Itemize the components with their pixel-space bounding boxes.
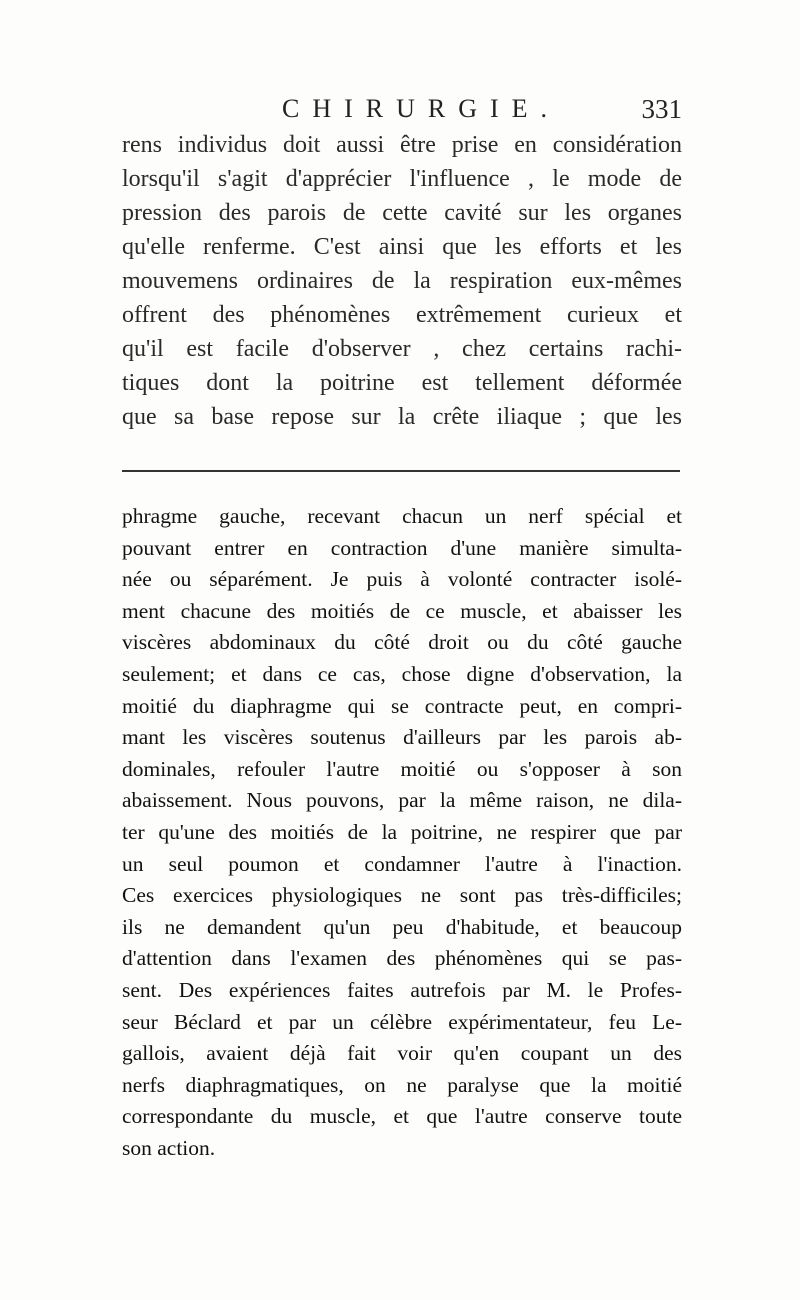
text-line: seulement; et dans ce cas, chose digne d'observation, la: [122, 661, 682, 686]
text-line: seur Béclard et par un célèbre expérimentateur, feu Le-: [122, 1009, 682, 1034]
text-line: lorsqu'il s'agit d'apprécier l'influence , le mode de: [122, 166, 682, 192]
text-line: offrent des phénomènes extrêmement curieux et: [122, 302, 682, 328]
text-line: Ces exercices physiologiques ne sont pas très-difficiles;: [122, 883, 682, 908]
text-line: correspondante du muscle, et que l'autre conserve toute: [122, 1104, 682, 1129]
text-line: gallois, avaient déjà fait voir qu'en coupant un des: [122, 1041, 682, 1066]
text-line: un seul poumon et condamner l'autre à l'inaction.: [122, 851, 682, 876]
text-line: pression des parois de cette cavité sur les organes: [122, 200, 682, 226]
page-number: 331: [641, 94, 682, 124]
text-line: moitié du diaphragme qui se contracte peut, en compri-: [122, 693, 682, 718]
text-line: viscères abdominaux du côté droit ou du côté gauche: [122, 630, 682, 655]
text-line: phragme gauche, recevant chacun un nerf spécial et: [122, 504, 682, 528]
text-line: d'attention dans l'examen des phénomènes qui se pas-: [122, 946, 682, 971]
running-title: CHIRURGIE.: [282, 94, 561, 123]
text-line: pouvant entrer en contraction d'une manière simulta-: [122, 535, 682, 560]
text-line: dominales, refouler l'autre moitié ou s'opposer à son: [122, 756, 682, 781]
text-line: qu'il est facile d'observer , chez certains rachi-: [122, 336, 682, 362]
page-header: [122, 94, 682, 130]
text-line: mant les viscères soutenus d'ailleurs par les parois ab-: [122, 725, 682, 750]
lower-paragraph: [122, 501, 682, 1164]
text-line: son action.: [122, 1135, 216, 1160]
text-line: sent. Des expériences faites autrefois par M. le Profes-: [122, 977, 682, 1002]
text-line: tiques dont la poitrine est tellement déformée: [122, 370, 682, 396]
upper-paragraph: [122, 128, 682, 434]
text-line: ter qu'une des moitiés de la poitrine, ne respirer que par: [122, 819, 682, 844]
text-line: ils ne demandent qu'un peu d'habitude, et beaucoup: [122, 914, 682, 939]
text-line: mouvemens ordinaires de la respiration eux-mêmes: [122, 268, 682, 294]
text-line: rens individus doit aussi être prise en considération: [122, 132, 682, 158]
section-divider: [122, 470, 680, 472]
text-line: abaissement. Nous pouvons, par la même raison, ne dila-: [122, 788, 682, 813]
text-line: nerfs diaphragmatiques, on ne paralyse que la moitié: [122, 1072, 682, 1097]
text-line: née ou séparément. Je puis à volonté contracter isolé-: [122, 567, 682, 592]
text-line: que sa base repose sur la crête iliaque ; que les: [122, 404, 682, 430]
text-line: qu'elle renferme. C'est ainsi que les efforts et les: [122, 234, 682, 260]
text-line: ment chacune des moitiés de ce muscle, et abaisser les: [122, 598, 682, 623]
